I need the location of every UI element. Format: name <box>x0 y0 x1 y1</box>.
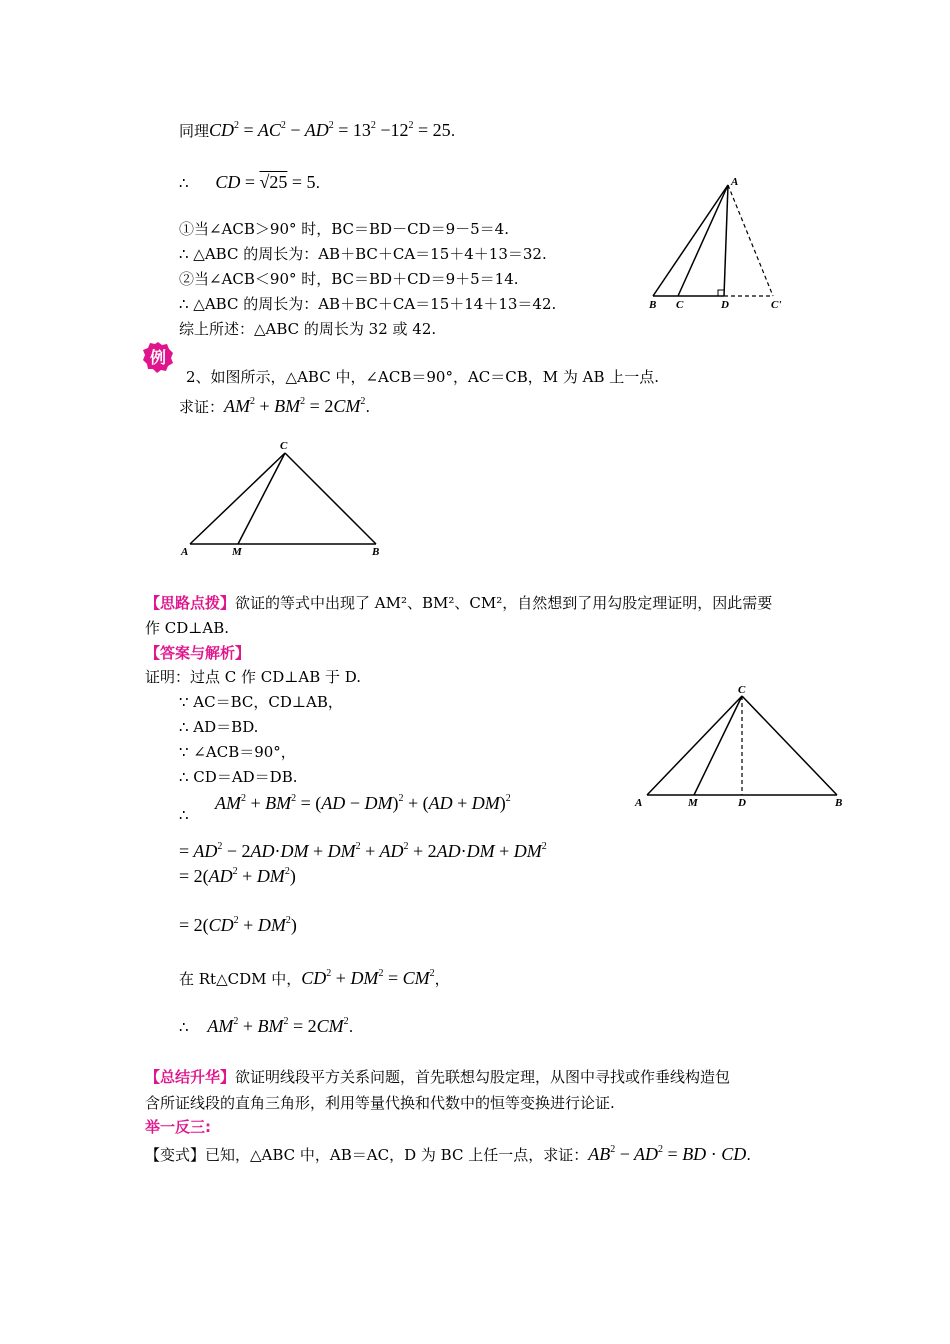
label-c: C <box>738 684 746 696</box>
cd-value-line: ∴ CD = √25 = 5. <box>179 172 321 192</box>
label-d: D <box>738 797 746 809</box>
label-a: A <box>731 176 739 188</box>
example2-problem: 2、如图所示，△ABC 中，∠ACB＝90°，AC＝CB，M 为 AB 上一点. <box>186 368 660 386</box>
figure-triangle-acd <box>640 170 800 315</box>
label-b: B <box>372 546 380 558</box>
eq1-therefore: ∴ <box>179 806 189 824</box>
hint-line1 <box>145 593 772 613</box>
eq4: = $2(CD^2 + DM^2)$ <box>179 915 297 935</box>
label-b: B <box>649 299 657 311</box>
label-a: A <box>635 797 643 809</box>
cd-value-equation: CD = √25 = 5 <box>215 172 316 192</box>
cd-squared-equation: $CD^2 = AC^2 - AD^2 = 13^2 -12^2 = 25$ <box>209 120 451 140</box>
case1-result-line: ∴ △ABC 的周长为：AB＋BC＋CA＝15＋4＋13＝32. <box>179 245 547 263</box>
case2-line: ②当∠ACB＜90° 时，BC＝BD＋CD＝9＋5＝14. <box>179 270 519 288</box>
eq4-line <box>179 915 297 936</box>
variant-line: 【变式】已知，△ABC 中，AB＝AC，D 为 BC 上任一点，求证：$AB^2 - AD^2$ = BD · CD. <box>145 1144 751 1164</box>
proof-step-4: ∴ CD＝AD＝DB. <box>179 768 298 786</box>
badge-char: 例 <box>149 348 167 367</box>
eq2: = $AD^2 - 2AD\cdot DM + DM^2 + AD^2 + 2AD\cdot DM + DM^2$ <box>179 841 547 861</box>
final-therefore: ∴ <box>179 1018 189 1036</box>
label-c: C <box>676 299 684 311</box>
label-m: M <box>688 797 698 809</box>
summary-line: 综上所述：△ABC 的周长为 32 或 42. <box>179 320 437 338</box>
rt-equation: $CD^2 + DM^2 = CM^2$ <box>301 968 435 988</box>
figure-triangle-acb <box>175 435 390 560</box>
label-c: C <box>280 440 288 452</box>
final-equation: $AM^2 + BM^2 = 2CM^2$ <box>207 1016 349 1036</box>
eq1-line <box>215 793 511 814</box>
proof-intro: 证明：过点 C 作 CD⊥AB 于 D. <box>145 668 362 686</box>
label-b: B <box>835 797 843 809</box>
example-badge-icon <box>142 341 174 373</box>
final-line: ∴ $AM^2 + BM^2 = 2CM^2$. <box>179 1016 354 1036</box>
practice-heading: 举一反三: <box>145 1118 211 1136</box>
label-d: D <box>721 299 729 311</box>
proof-step-1: ∵ AC＝BC，CD⊥AB， <box>179 693 343 711</box>
figure-triangle-acb-with-altitude <box>628 680 848 810</box>
answer-tag: 【答案与解析】 <box>145 644 251 662</box>
eq3-line <box>179 866 296 887</box>
prove-prefix: 求证： <box>179 398 225 416</box>
variant-equation: $AB^2 - AD^2$ = BD · CD <box>588 1144 747 1164</box>
same-reason-line: 同理$CD^2 = AC^2 - AD^2 = 13^2 -12^2 = 25$. <box>179 120 456 140</box>
conclusion-text-line1: 欲证明线段平方关系问题，首先联想勾股定理，从图中寻找或作垂线构造包 <box>235 1068 731 1086</box>
conclusion-line1 <box>145 1067 730 1087</box>
case2-result-line: ∴ △ABC 的周长为：AB＋BC＋CA＝15＋14＋13＝42. <box>179 295 557 313</box>
hint-text-line1: 欲证的等式中出现了 AM²、BM²、CM²，自然想到了用勾股定理证明，因此需要 <box>235 594 773 612</box>
label-a: A <box>181 546 189 558</box>
conclusion-text-line2: 含所证线段的直角三角形，利用等量代换和代数中的恒等变换进行论证. <box>145 1094 615 1112</box>
case1-line: ①当∠ACB＞90° 时，BC＝BD－CD＝9－5＝4. <box>179 220 509 238</box>
proof-step-3: ∵ ∠ACB＝90°， <box>179 743 296 761</box>
proof-step-2: ∴ AD＝BD. <box>179 718 259 736</box>
same-reason-prefix: 同理 <box>179 122 210 140</box>
conclusion-tag: 【总结升华】 <box>145 1068 236 1086</box>
rt-line: 在 Rt△CDM 中，$CD^2 + DM^2 = CM^2$， <box>179 968 450 988</box>
hint-text-line2: 作 CD⊥AB. <box>145 619 230 637</box>
label-c-prime: C' <box>771 299 782 311</box>
eq1: $AM^2 + BM^2 = (AD - DM)^2 + (AD + DM)^2$ <box>215 793 511 813</box>
therefore-symbol: ∴ <box>179 174 189 192</box>
prove-equation: $AM^2 + BM^2 = 2CM^2$ <box>224 396 366 416</box>
prove-line: 求证：$AM^2 + BM^2 = 2CM^2$. <box>179 396 371 416</box>
eq2-line <box>179 841 547 862</box>
eq3: = $2(AD^2 + DM^2)$ <box>179 866 296 886</box>
variant-text: 【变式】已知，△ABC 中，AB＝AC，D 为 BC 上任一点，求证： <box>145 1146 589 1164</box>
label-m: M <box>232 546 242 558</box>
hint-tag: 【思路点拨】 <box>145 594 236 612</box>
rt-prefix: 在 Rt△CDM 中， <box>179 970 302 988</box>
